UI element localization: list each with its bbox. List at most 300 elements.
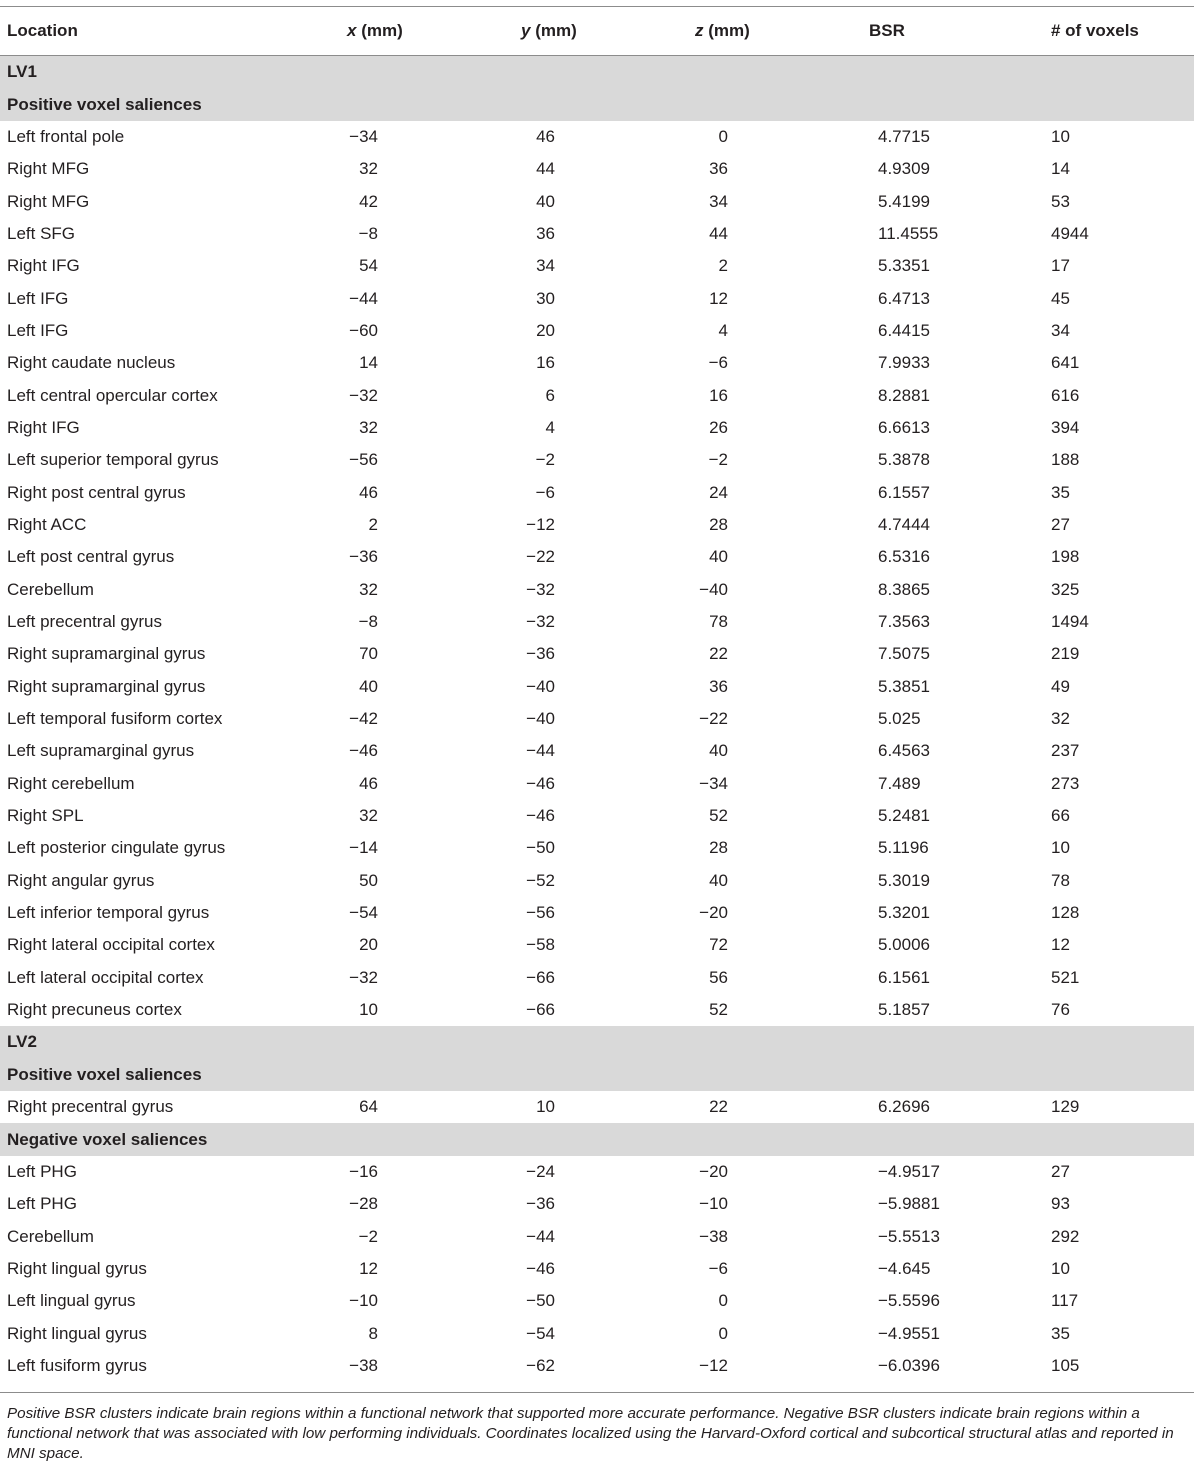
table-row	[0, 185, 1194, 217]
cell-bsr	[845, 929, 1025, 961]
cell-bsr-value: 5.3201	[878, 903, 930, 923]
table-row	[0, 1285, 1194, 1317]
cell-z	[680, 1253, 845, 1285]
cell-voxels-value: 66	[1051, 806, 1070, 826]
cell-z	[680, 768, 845, 800]
cell-x-value: −60	[349, 320, 378, 340]
cell-voxels	[1025, 250, 1194, 282]
cell-voxels	[1025, 509, 1194, 541]
cell-voxels-value: 117	[1051, 1291, 1079, 1311]
cell-location: Left inferior temporal gyrus	[7, 903, 210, 923]
cell-x-value: 14	[359, 353, 378, 373]
cell-y	[505, 768, 680, 800]
cell-y	[505, 929, 680, 961]
cell-voxels	[1025, 282, 1194, 314]
cell-voxels	[1025, 218, 1194, 250]
cell-voxels-value: 27	[1051, 1161, 1070, 1181]
cell-bsr-value: −5.9881	[878, 1194, 940, 1214]
cell-bsr	[845, 671, 1025, 703]
cell-y-value: −44	[526, 741, 555, 761]
cell-x	[330, 412, 505, 444]
cell-location: Left PHG	[7, 1161, 77, 1181]
cell-voxels	[1025, 1317, 1194, 1349]
cell-location: Right MFG	[7, 159, 90, 179]
cell-bsr-value: 7.9933	[878, 353, 930, 373]
cell-x	[330, 574, 505, 606]
cell-x	[330, 703, 505, 735]
cell-voxels	[1025, 962, 1194, 994]
table-row	[0, 638, 1194, 670]
cell-bsr-value: 7.5075	[878, 644, 930, 664]
header-z-unit: (mm)	[703, 21, 750, 40]
cell-voxels-value: 35	[1051, 482, 1070, 502]
table-row	[0, 121, 1194, 153]
cell-z-value: 4	[718, 320, 728, 340]
cell-z-value: 40	[709, 741, 728, 761]
cell-location: Right precuneus cortex	[7, 1000, 182, 1020]
cell-bsr	[845, 476, 1025, 508]
cell-z-value: 72	[709, 935, 728, 955]
cell-z	[680, 1285, 845, 1317]
cell-x	[330, 865, 505, 897]
cell-z	[680, 994, 845, 1026]
cell-z-value: 28	[709, 514, 728, 534]
cell-voxels	[1025, 1285, 1194, 1317]
cell-voxels-value: 1494	[1051, 612, 1089, 632]
cell-z-value: 16	[709, 385, 728, 405]
cell-bsr-value: 8.2881	[878, 385, 930, 405]
header-x-var: x	[347, 21, 357, 40]
cell-bsr-value: 5.3351	[878, 256, 930, 276]
cell-voxels-value: 10	[1051, 1258, 1070, 1278]
cell-voxels-value: 27	[1051, 514, 1070, 534]
cell-voxels	[1025, 412, 1194, 444]
cell-location: Left lingual gyrus	[7, 1291, 136, 1311]
cell-bsr-value: 5.3878	[878, 450, 930, 470]
cell-bsr-value: 5.3019	[878, 870, 930, 890]
cell-location: Left temporal fusiform cortex	[7, 709, 223, 729]
cell-voxels-value: 616	[1051, 385, 1080, 405]
cell-z	[680, 671, 845, 703]
cell-x-value: −14	[349, 838, 378, 858]
cell-location: Cerebellum	[7, 1226, 94, 1246]
cell-z	[680, 1091, 845, 1123]
cell-location: Right lateral occipital cortex	[7, 935, 215, 955]
table-row	[0, 962, 1194, 994]
cell-z	[680, 444, 845, 476]
cell-z	[680, 897, 845, 929]
cell-bsr	[845, 185, 1025, 217]
cell-y	[505, 250, 680, 282]
cell-x-value: −34	[349, 126, 378, 146]
cell-x	[330, 1220, 505, 1252]
cell-bsr-value: −4.9551	[878, 1323, 940, 1343]
table-row	[0, 412, 1194, 444]
cell-bsr	[845, 703, 1025, 735]
cell-y-value: 16	[536, 353, 555, 373]
cell-x	[330, 153, 505, 185]
cell-bsr-value: 4.9309	[878, 159, 930, 179]
cell-y-value: −56	[526, 903, 555, 923]
cell-bsr	[845, 379, 1025, 411]
cell-voxels-value: 188	[1051, 450, 1080, 470]
cell-z-value: 34	[709, 191, 728, 211]
table-row	[0, 379, 1194, 411]
cell-location: Cerebellum	[7, 579, 94, 599]
cell-location: Left central opercular cortex	[7, 385, 218, 405]
table-caption: Positive BSR clusters indicate brain regions within a functional network that supported more accurate performance. Negative BSR clusters indicate brain regions within a functional network that was associated with low performing individuals. Coordinates localized using the Harvard-Oxford cortical and subcortical structural atlas and reported in MNI space.	[7, 1405, 1174, 1462]
cell-bsr	[845, 509, 1025, 541]
header-x-unit: (mm)	[356, 21, 403, 40]
cell-bsr-value: −4.9517	[878, 1161, 940, 1181]
table-row	[0, 315, 1194, 347]
cell-x-value: −32	[349, 385, 378, 405]
cell-voxels-value: 273	[1051, 773, 1080, 793]
cell-x-value: 50	[359, 870, 378, 890]
cell-y-value: −58	[526, 935, 555, 955]
cell-voxels-value: 4944	[1051, 223, 1089, 243]
cell-y	[505, 379, 680, 411]
cell-voxels-value: 325	[1051, 579, 1080, 599]
cell-bsr-value: 6.4563	[878, 741, 930, 761]
cell-z	[680, 476, 845, 508]
cell-z-value: 40	[709, 870, 728, 890]
section-lv2-label: LV2	[0, 1026, 1194, 1058]
cell-y-value: 46	[536, 126, 555, 146]
cell-y-value: −46	[526, 806, 555, 826]
cell-z-value: −6	[708, 1258, 728, 1278]
table-header	[0, 7, 1194, 56]
cell-bsr	[845, 1091, 1025, 1123]
cell-z-value: −34	[699, 773, 728, 793]
cell-y-value: −54	[526, 1323, 555, 1343]
cell-x-value: 32	[359, 806, 378, 826]
cell-z-value: 36	[709, 159, 728, 179]
cell-x-value: 42	[359, 191, 378, 211]
cell-y	[505, 606, 680, 638]
cell-y-value: 10	[536, 1097, 555, 1117]
cell-bsr-value: −5.5596	[878, 1291, 940, 1311]
table-row	[0, 541, 1194, 573]
cell-z-value: 22	[709, 644, 728, 664]
cell-y	[505, 1188, 680, 1220]
cell-x-value: −8	[358, 612, 378, 632]
cell-z-value: −12	[699, 1355, 728, 1375]
subsection-lv2-positive-label: Positive voxel saliences	[0, 1059, 1194, 1091]
cell-bsr-value: 8.3865	[878, 579, 930, 599]
cell-z	[680, 606, 845, 638]
cell-voxels-value: 12	[1051, 935, 1070, 955]
table-row	[0, 832, 1194, 864]
cell-voxels-value: 219	[1051, 644, 1080, 664]
header-bsr: BSR	[845, 7, 1025, 56]
cell-bsr	[845, 994, 1025, 1026]
cell-x-value: 32	[359, 417, 378, 437]
cell-bsr	[845, 962, 1025, 994]
cell-location: Left IFG	[7, 288, 69, 308]
cell-x	[330, 509, 505, 541]
cell-bsr-value: 11.4555	[878, 223, 939, 243]
table-row	[0, 800, 1194, 832]
cell-bsr	[845, 1253, 1025, 1285]
cell-x	[330, 671, 505, 703]
cell-x	[330, 929, 505, 961]
cell-bsr	[845, 800, 1025, 832]
table-row	[0, 509, 1194, 541]
cell-bsr-value: 5.1857	[878, 1000, 930, 1020]
cell-voxels	[1025, 1156, 1194, 1188]
cell-bsr	[845, 1285, 1025, 1317]
cell-location: Left superior temporal gyrus	[7, 450, 219, 470]
cell-y-value: 20	[536, 320, 555, 340]
cell-bsr-value: 5.025	[878, 709, 921, 729]
cell-y-value: 6	[545, 385, 555, 405]
table-row	[0, 897, 1194, 929]
cell-x-value: 10	[359, 1000, 378, 1020]
cell-x	[330, 800, 505, 832]
header-z-var: z	[695, 21, 704, 40]
cell-y-value: −66	[526, 967, 555, 987]
subsection-lv2-positive	[0, 1059, 1194, 1091]
cell-y	[505, 671, 680, 703]
table-row	[0, 994, 1194, 1026]
cell-y-value: −50	[526, 838, 555, 858]
table-body	[0, 56, 1194, 1383]
cell-voxels-value: 105	[1051, 1355, 1080, 1375]
cell-x-value: 2	[368, 514, 378, 534]
cell-y-value: −46	[526, 773, 555, 793]
table-row	[0, 703, 1194, 735]
cell-voxels	[1025, 379, 1194, 411]
cell-bsr-value: 4.7444	[878, 514, 930, 534]
cell-y	[505, 1220, 680, 1252]
cell-bsr-value: 5.4199	[878, 191, 930, 211]
cell-voxels	[1025, 1350, 1194, 1382]
cell-location: Left frontal pole	[7, 126, 125, 146]
cell-voxels	[1025, 638, 1194, 670]
table-row	[0, 282, 1194, 314]
cell-z-value: 0	[718, 1323, 728, 1343]
cell-voxels-value: 34	[1051, 320, 1070, 340]
cell-bsr-value: 5.3851	[878, 676, 930, 696]
cell-x	[330, 444, 505, 476]
cell-z	[680, 703, 845, 735]
cell-x-value: −28	[349, 1194, 378, 1214]
table-row	[0, 218, 1194, 250]
cell-voxels-value: 198	[1051, 547, 1080, 567]
cell-x-value: 46	[359, 482, 378, 502]
cell-voxels	[1025, 929, 1194, 961]
cell-z	[680, 962, 845, 994]
cell-location: Right supramarginal gyrus	[7, 644, 206, 664]
cell-z	[680, 347, 845, 379]
cell-voxels	[1025, 185, 1194, 217]
cell-z-value: 78	[709, 612, 728, 632]
cell-y	[505, 832, 680, 864]
cell-z-value: −40	[699, 579, 728, 599]
cell-x	[330, 1285, 505, 1317]
cell-bsr-value: 5.0006	[878, 935, 930, 955]
cell-location: Right SPL	[7, 806, 84, 826]
cell-y-value: −62	[526, 1355, 555, 1375]
cell-voxels-value: 78	[1051, 870, 1070, 890]
cell-bsr-value: 6.1557	[878, 482, 930, 502]
cell-y	[505, 800, 680, 832]
cell-bsr	[845, 832, 1025, 864]
cell-z-value: 0	[718, 1291, 728, 1311]
cell-z-value: −38	[699, 1226, 728, 1246]
cell-x-value: −36	[349, 547, 378, 567]
cell-voxels	[1025, 994, 1194, 1026]
cell-bsr-value: 6.4415	[878, 320, 930, 340]
cell-bsr	[845, 218, 1025, 250]
cell-x-value: 40	[359, 676, 378, 696]
cell-bsr-value: −4.645	[878, 1258, 931, 1278]
cell-bsr	[845, 412, 1025, 444]
cell-bsr	[845, 153, 1025, 185]
table-row	[0, 250, 1194, 282]
cell-location: Right lingual gyrus	[7, 1323, 147, 1343]
cell-y-value: −12	[526, 514, 555, 534]
cell-z-value: 40	[709, 547, 728, 567]
cell-location: Right angular gyrus	[7, 870, 155, 890]
cell-voxels-value: 129	[1051, 1097, 1080, 1117]
cell-voxels	[1025, 574, 1194, 606]
cell-x	[330, 185, 505, 217]
cell-voxels	[1025, 897, 1194, 929]
cell-voxels-value: 45	[1051, 288, 1070, 308]
cell-bsr-value: 6.5316	[878, 547, 930, 567]
cell-x-value: −54	[349, 903, 378, 923]
cell-voxels	[1025, 153, 1194, 185]
cell-y	[505, 315, 680, 347]
cell-voxels	[1025, 735, 1194, 767]
cell-z-value: 0	[718, 126, 728, 146]
cell-y	[505, 994, 680, 1026]
cell-bsr-value: 6.1561	[878, 967, 930, 987]
cell-z-value: −22	[699, 709, 728, 729]
table-row	[0, 574, 1194, 606]
header-location: Location	[0, 7, 330, 56]
cell-x-value: −44	[349, 288, 378, 308]
cell-x	[330, 282, 505, 314]
cell-voxels-value: 93	[1051, 1194, 1070, 1214]
cell-z-value: 56	[709, 967, 728, 987]
cell-z	[680, 153, 845, 185]
cell-voxels-value: 35	[1051, 1323, 1070, 1343]
cell-y	[505, 962, 680, 994]
cell-location: Right lingual gyrus	[7, 1258, 147, 1278]
cell-z	[680, 929, 845, 961]
cell-x	[330, 638, 505, 670]
table-row	[0, 768, 1194, 800]
cell-x	[330, 315, 505, 347]
cell-x	[330, 1317, 505, 1349]
cell-bsr	[845, 606, 1025, 638]
table-row	[0, 1091, 1194, 1123]
subsection-lv2-negative-label: Negative voxel saliences	[0, 1123, 1194, 1155]
cell-x-value: 54	[359, 256, 378, 276]
cell-location: Left posterior cingulate gyrus	[7, 838, 226, 858]
cell-bsr	[845, 865, 1025, 897]
cell-x-value: −8	[358, 223, 378, 243]
cell-voxels	[1025, 1188, 1194, 1220]
cell-voxels-value: 521	[1051, 967, 1080, 987]
cell-y	[505, 1091, 680, 1123]
cell-location: Right supramarginal gyrus	[7, 676, 206, 696]
cell-x-value: −10	[349, 1291, 378, 1311]
cell-y	[505, 638, 680, 670]
cell-location: Right precentral gyrus	[7, 1097, 174, 1117]
cell-z	[680, 412, 845, 444]
cell-location: Left PHG	[7, 1194, 77, 1214]
cell-bsr	[845, 1317, 1025, 1349]
cell-location: Left supramarginal gyrus	[7, 741, 195, 761]
bottom-rule	[0, 1392, 1194, 1393]
cell-voxels	[1025, 800, 1194, 832]
cell-y-value: 34	[536, 256, 555, 276]
cell-location: Right cerebellum	[7, 773, 135, 793]
cell-location: Left fusiform gyrus	[7, 1355, 147, 1375]
cell-y-value: 4	[545, 417, 555, 437]
cell-x-value: 64	[359, 1097, 378, 1117]
cell-y	[505, 1285, 680, 1317]
cell-voxels	[1025, 606, 1194, 638]
cell-location: Left precentral gyrus	[7, 612, 162, 632]
table-row	[0, 476, 1194, 508]
cell-y-value: −36	[526, 644, 555, 664]
cell-bsr	[845, 574, 1025, 606]
cell-z	[680, 185, 845, 217]
cell-y	[505, 412, 680, 444]
cell-z	[680, 735, 845, 767]
section-lv2	[0, 1026, 1194, 1058]
cell-x	[330, 379, 505, 411]
cell-voxels-value: 641	[1051, 353, 1080, 373]
section-lv1-label: LV1	[0, 56, 1194, 89]
cell-z	[680, 1350, 845, 1382]
cell-y	[505, 153, 680, 185]
cell-z-value: 52	[709, 806, 728, 826]
section-lv1	[0, 56, 1194, 89]
header-y-var: y	[521, 21, 531, 40]
cell-location: Right MFG	[7, 191, 90, 211]
cell-z	[680, 638, 845, 670]
cell-x-value: 70	[359, 644, 378, 664]
cell-voxels	[1025, 444, 1194, 476]
cell-x-value: −38	[349, 1355, 378, 1375]
cell-location: Right IFG	[7, 417, 80, 437]
cell-voxels	[1025, 541, 1194, 573]
cell-x-value: −46	[349, 741, 378, 761]
cell-x-value: 8	[368, 1323, 378, 1343]
cell-bsr-value: 4.7715	[878, 126, 930, 146]
cell-bsr	[845, 735, 1025, 767]
cell-y-value: −40	[526, 709, 555, 729]
cell-x	[330, 541, 505, 573]
cell-bsr	[845, 250, 1025, 282]
cell-y-value: −46	[526, 1258, 555, 1278]
cell-bsr	[845, 347, 1025, 379]
cell-voxels	[1025, 121, 1194, 153]
cell-bsr-value: 6.4713	[878, 288, 930, 308]
table-row	[0, 1317, 1194, 1349]
cell-voxels-value: 76	[1051, 1000, 1070, 1020]
cell-voxels-value: 10	[1051, 838, 1070, 858]
cell-y	[505, 1350, 680, 1382]
cell-voxels	[1025, 671, 1194, 703]
cell-z-value: 36	[709, 676, 728, 696]
